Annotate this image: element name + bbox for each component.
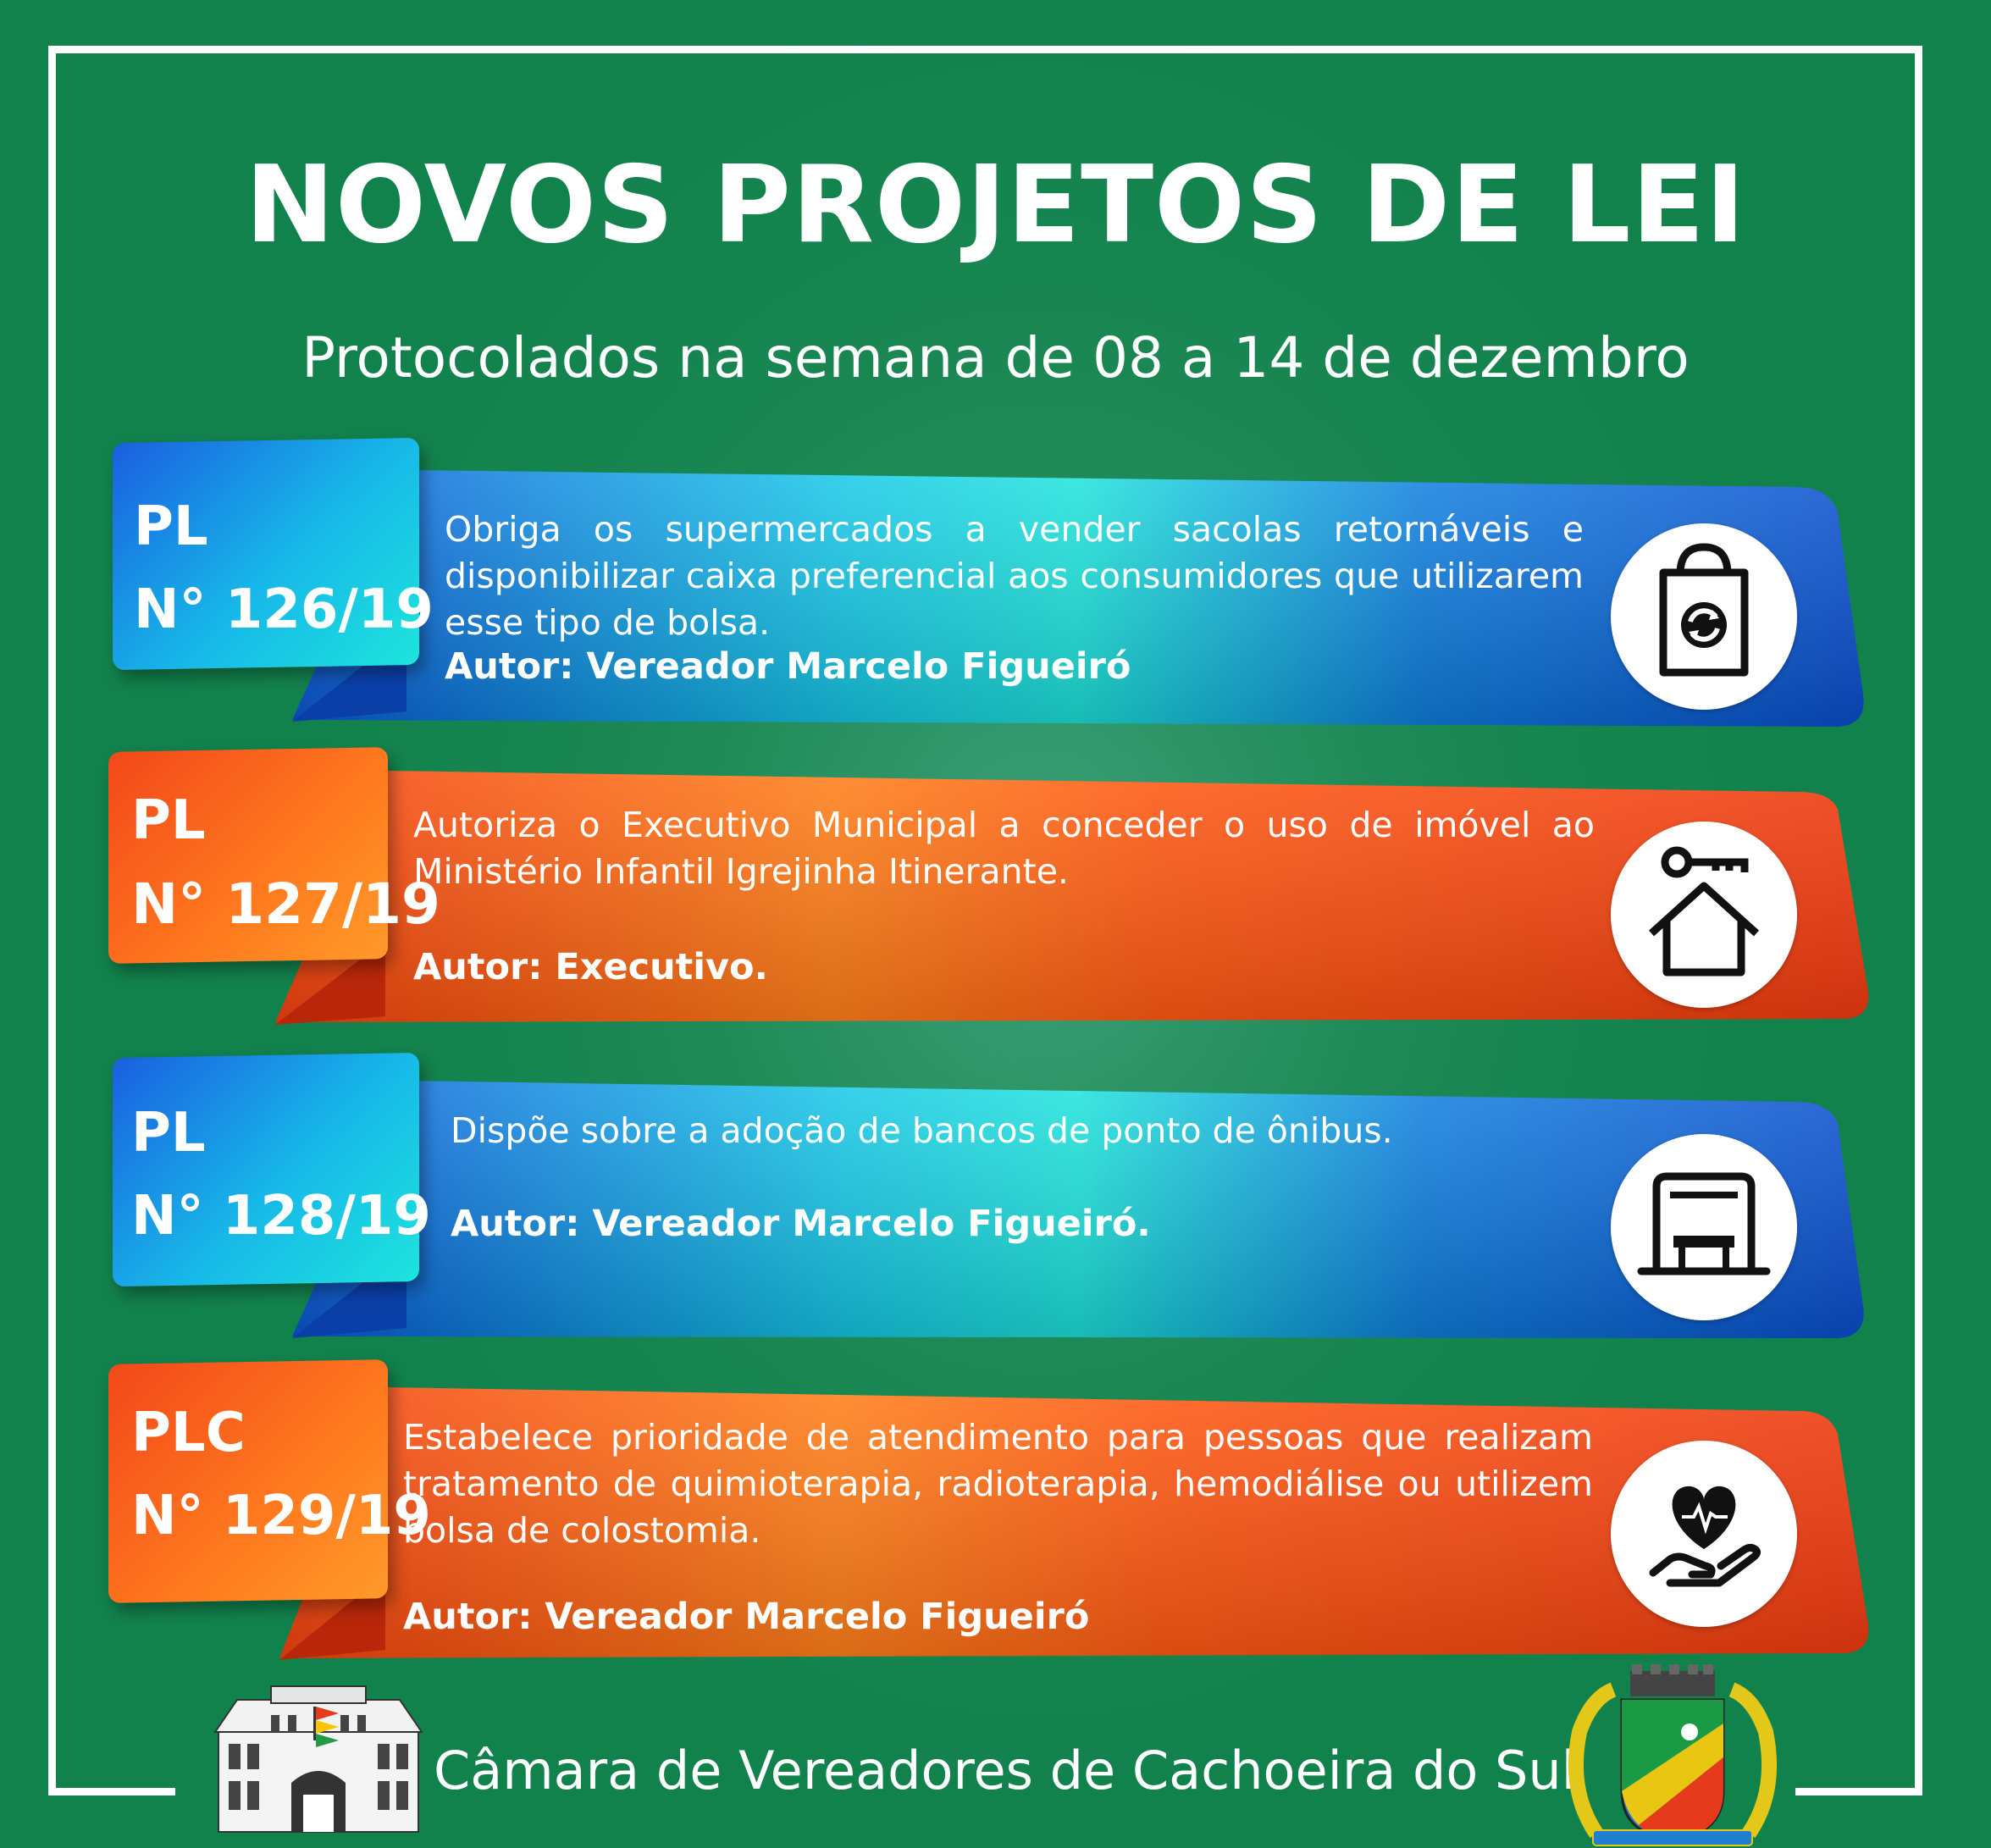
project-tab-label bbox=[131, 789, 440, 937]
project-type: PLC bbox=[131, 1402, 246, 1464]
page-title: NOVOS PROJETOS DE LEI bbox=[245, 142, 1746, 267]
project-author: Autor: Executivo. bbox=[413, 946, 768, 988]
project-description: Autoriza o Executivo Municipal a conceder o uso de imóvel ao Ministério Infantil Igrejinha Itinerante. bbox=[413, 805, 1595, 892]
institution-name: Câmara de Vereadores de Cachoeira do Sul bbox=[434, 1740, 1576, 1801]
project-tab-label bbox=[134, 495, 434, 641]
project-card-127 bbox=[0, 750, 1991, 1029]
bus-stop-bench-icon bbox=[1611, 1134, 1797, 1320]
project-card-129 bbox=[0, 1362, 1991, 1663]
project-type: PL bbox=[131, 1102, 206, 1165]
project-type: PL bbox=[131, 789, 206, 852]
house-key-icon bbox=[1611, 822, 1797, 1008]
project-author: Autor: Vereador Marcelo Figueiró. bbox=[451, 1203, 1151, 1245]
shopping-bag-recycle-icon bbox=[1611, 523, 1797, 710]
icon-circle bbox=[1611, 822, 1797, 1008]
project-card-126 bbox=[0, 440, 1991, 733]
icon-circle bbox=[1611, 1441, 1797, 1627]
icon-circle bbox=[1611, 523, 1797, 710]
project-number: N° 127/19 bbox=[131, 871, 440, 937]
hand-heart-icon bbox=[1611, 1441, 1797, 1627]
project-tab-label bbox=[131, 1402, 431, 1547]
project-number: N° 128/19 bbox=[131, 1185, 431, 1248]
project-number: N° 129/19 bbox=[131, 1485, 431, 1547]
project-description: Obriga os supermercados a vender sacolas retornáveis e disponibilizar caixa preferencial aos consumidores que utilizarem esse tipo de bolsa. bbox=[445, 509, 1584, 643]
project-description: Estabelece prioridade de atendimento para pessoas que realizam tratamento de quimioterapia, radioterapia, hemodiálise ou utilizem bolsa de colostomia. bbox=[403, 1417, 1593, 1551]
project-author: Autor: Vereador Marcelo Figueiró bbox=[445, 645, 1131, 688]
chamber-building-logo bbox=[212, 1681, 425, 1835]
page-subtitle: Protocolados na semana de 08 a 14 de dezembro bbox=[301, 325, 1690, 390]
white-frame-bottom-left bbox=[48, 1788, 175, 1795]
project-number: N° 126/19 bbox=[134, 578, 434, 641]
project-type: PL bbox=[134, 495, 208, 558]
project-tab-label bbox=[131, 1102, 431, 1248]
white-frame-bottom-right bbox=[1795, 1788, 1922, 1795]
icon-circle bbox=[1611, 1134, 1797, 1320]
city-coat-of-arms-logo bbox=[1562, 1664, 1783, 1846]
project-author: Autor: Vereador Marcelo Figueiró bbox=[403, 1596, 1090, 1638]
project-description: Dispõe sobre a adoção de bancos de ponto de ônibus. bbox=[451, 1110, 1393, 1151]
project-card-128 bbox=[0, 1055, 1991, 1347]
